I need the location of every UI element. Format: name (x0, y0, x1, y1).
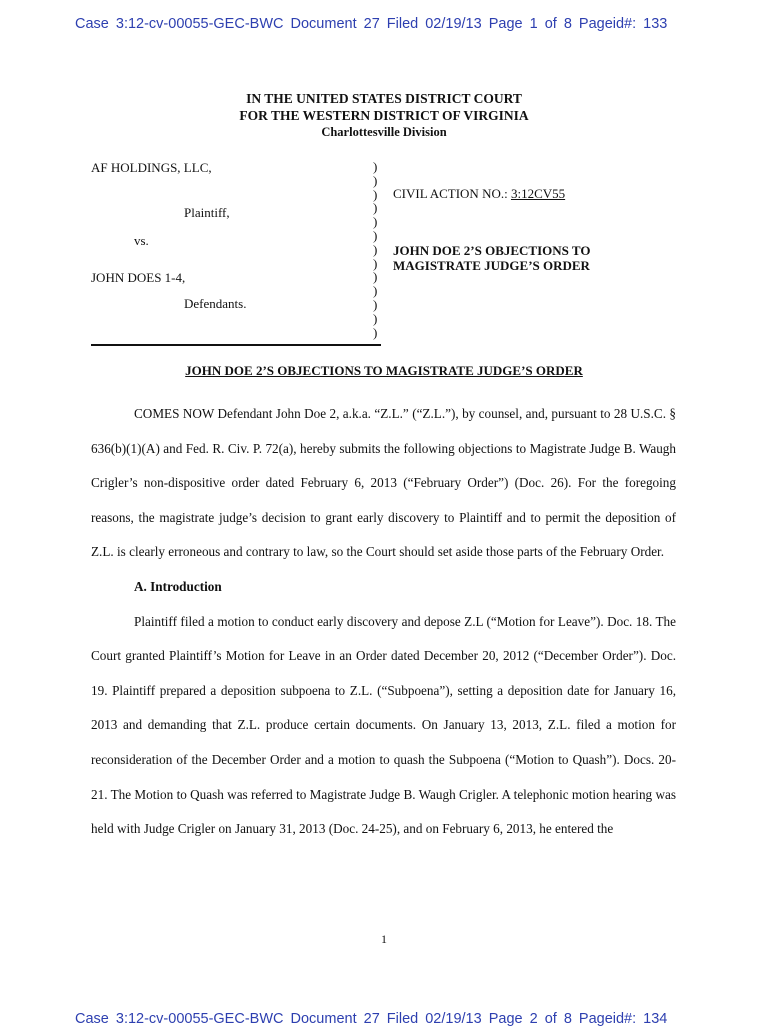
document-title: JOHN DOE 2’S OBJECTIONS TO MAGISTRATE JUDGE’S ORDER (185, 363, 583, 378)
section-heading-introduction: A. Introduction (134, 578, 222, 594)
court-heading (0, 90, 768, 141)
civil-action-number: 3:12CV55 (510, 186, 566, 201)
paragraph-opening: COMES NOW Defendant John Doe 2, a.k.a. “Z.L.” (“Z.L.”), by counsel, and, pursuant to 28 U.S.C. § 636(b)(1)(A) and Fed. R. Civ. P. 72(a), hereby submits the following objections to Magistrate Judge B. Waugh Crigler’s non-dispositive order dated February 6, 2013 (“February Order”) (Doc. 26). For the foregoing reasons, the magistrate judge’s decision to grant early discovery to Plaintiff and to permit the deposition of Z.L. is clearly erroneous and contrary to law, so the Court should set aside those parts of the February Order. (91, 406, 676, 560)
civil-action-label: CIVIL ACTION NO.: (393, 186, 511, 201)
case-caption (91, 160, 691, 350)
court-name-line2: FOR THE WESTERN DISTRICT OF VIRGINIA (239, 108, 529, 123)
caption-doc-title-line1: JOHN DOE 2’S OBJECTIONS TO (393, 243, 591, 258)
caption-divider (91, 344, 381, 346)
court-division: Charlottesville Division (321, 125, 447, 139)
document-body (91, 397, 676, 847)
page-number: 1 (381, 932, 387, 946)
versus-label: vs. (134, 233, 149, 248)
court-name-line1: IN THE UNITED STATES DISTRICT COURT (246, 91, 522, 106)
caption-doc-title-line2: MAGISTRATE JUDGE’S ORDER (393, 258, 590, 273)
defendant-role: Defendants. (184, 296, 247, 311)
civil-action (393, 186, 565, 202)
caption-brace: ) ) ) ) ) ) ) ) ) ) ) ) ) (373, 159, 378, 340)
paragraph-introduction: Plaintiff filed a motion to conduct early discovery and depose Z.L (“Motion for Leave”). Doc. 18. The Court granted Plaintiff’s Motion for Leave in an Order dated December 20, 2012 (“December Order”). Doc. 19. Plaintiff prepared a deposition subpoena to Z.L. (“Subpoena”), setting a deposition date for January 16, 2013 and demanding that Z.L. produce certain documents. On January 13, 2013, Z.L. filed a motion for reconsideration of the December Order and a motion to quash the Subpoena (“Motion to Quash”). Docs. 20-21. The Motion to Quash was referred to Magistrate Judge B. Waugh Crigler. A telephonic motion hearing was held with Judge Crigler on January 31, 2013 (Doc. 24-25), and on February 6, 2013, he entered the (91, 613, 676, 837)
plaintiff-role: Plaintiff, (184, 205, 230, 220)
defendant-name: JOHN DOES 1-4, (91, 270, 186, 285)
case-header-bottom: Case 3:12-cv-00055-GEC-BWC Document 27 Filed 02/19/13 Page 2 of 8 Pageid#: 134 (75, 1011, 668, 1027)
plaintiff-name: AF HOLDINGS, LLC, (91, 160, 212, 175)
case-header-top: Case 3:12-cv-00055-GEC-BWC Document 27 Filed 02/19/13 Page 1 of 8 Pageid#: 133 (75, 16, 668, 32)
